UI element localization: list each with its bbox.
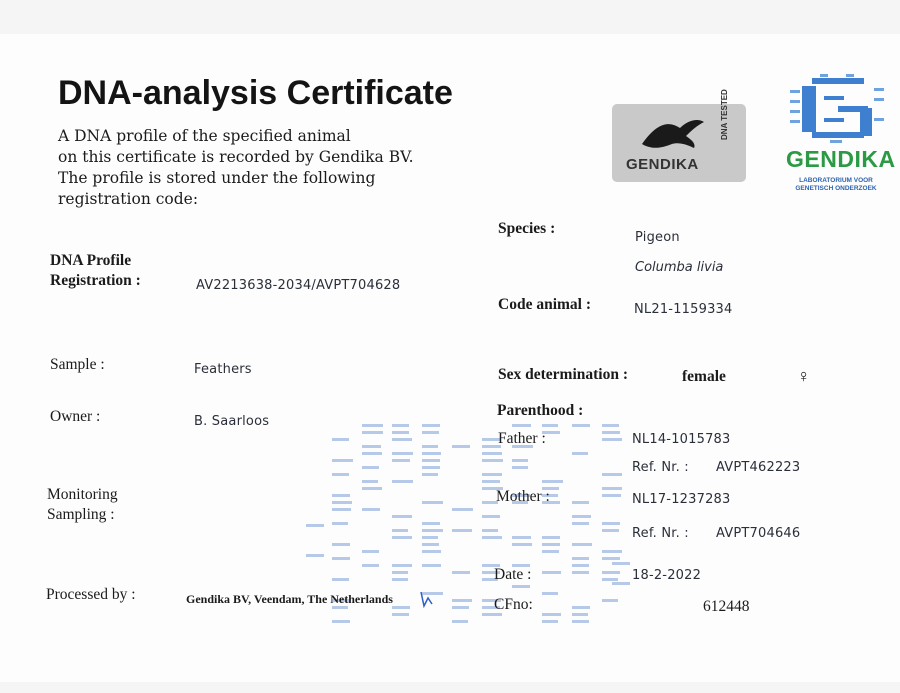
gel-band: [602, 599, 618, 602]
gel-band: [602, 578, 618, 581]
gel-band: [542, 480, 563, 483]
gel-band: [392, 613, 409, 616]
gel-band: [512, 459, 528, 462]
gel-band: [452, 606, 469, 609]
gendika-logo-icon: [790, 74, 886, 144]
monitoring-label: Monitoring: [47, 486, 118, 503]
gel-band: [572, 543, 592, 546]
female-symbol-icon: ♀: [797, 366, 811, 386]
code-animal-label: Code animal :: [498, 296, 591, 313]
dna-profile-label: DNA Profile: [50, 252, 132, 269]
gel-band: [392, 515, 412, 518]
mother-ref-value: AVPT704646: [716, 526, 801, 541]
father-label: Father :: [498, 430, 546, 447]
species-label: Species :: [498, 220, 556, 237]
sample-value: Feathers: [194, 362, 252, 377]
gel-band: [482, 529, 498, 532]
species-latin-value: Columba livia: [635, 260, 724, 275]
gel-band: [362, 466, 379, 469]
gel-band: [392, 578, 408, 581]
mother-label: Mother :: [496, 488, 550, 505]
species-common-value: Pigeon: [635, 230, 680, 245]
gel-band: [332, 501, 352, 504]
gel-band: [362, 445, 381, 448]
sampling-label: Sampling :: [47, 506, 115, 523]
gel-band: [602, 438, 622, 441]
gel-band: [602, 529, 619, 532]
bird-icon: [638, 114, 708, 154]
gel-band: [602, 473, 622, 476]
gel-band: [362, 487, 382, 490]
gel-band: [612, 562, 630, 565]
date-label: Date :: [494, 566, 532, 583]
gel-band: [362, 564, 379, 567]
gel-band: [482, 515, 500, 518]
intro-line: on this certificate is recorded by Gendika BV.: [58, 148, 414, 166]
gel-band: [422, 431, 439, 434]
registration-value: AV2213638-2034/AVPT704628: [196, 278, 401, 293]
cfno-value: 612448: [703, 598, 750, 615]
gel-band: [392, 452, 413, 455]
processed-by-value: Gendika BV, Veendam, The Netherlands: [186, 592, 393, 606]
gel-band: [392, 480, 413, 483]
gel-band: [422, 501, 443, 504]
gel-band: [572, 452, 588, 455]
gel-band: [392, 529, 408, 532]
certificate-title: DNA-analysis Certificate: [58, 74, 453, 112]
gel-band: [542, 536, 560, 539]
gel-band: [392, 571, 408, 574]
gel-band: [602, 557, 620, 560]
sex-determination-label: Sex determination :: [498, 366, 629, 383]
gel-band: [542, 550, 559, 553]
gel-band: [542, 571, 561, 574]
gel-band: [572, 522, 589, 525]
mother-ref-label: Ref. Nr. :: [632, 526, 689, 541]
processed-by-label: Processed by :: [46, 586, 136, 603]
gel-band: [362, 508, 380, 511]
gel-band: [392, 431, 409, 434]
gel-band: [392, 424, 409, 427]
intro-line: A DNA profile of the specified animal: [58, 127, 351, 145]
gel-band: [422, 466, 440, 469]
gel-band: [542, 424, 558, 427]
gendika-logo-text: GENDIKA: [786, 146, 896, 172]
parenthood-label: Parenthood :: [497, 402, 584, 419]
gel-band: [332, 494, 350, 497]
gel-band: [422, 424, 440, 427]
gel-band: [572, 564, 589, 567]
gendika-logo-subtitle: LABORATORIUM VOOR GENETISCH ONDERZOEK: [795, 177, 877, 192]
gel-band: [332, 508, 351, 511]
gel-band: [602, 494, 621, 497]
gel-band: [332, 578, 349, 581]
sex-value: female: [682, 368, 726, 385]
gel-band: [572, 620, 589, 623]
gel-band: [512, 536, 531, 539]
father-ref-label: Ref. Nr. :: [632, 460, 689, 475]
gel-band: [422, 459, 440, 462]
gel-band: [482, 473, 502, 476]
gel-band: [362, 480, 378, 483]
gel-band: [542, 592, 558, 595]
gel-band: [572, 571, 589, 574]
intro-line: registration code:: [58, 190, 199, 208]
gel-band: [512, 543, 532, 546]
gel-band: [452, 620, 468, 623]
gel-band: [422, 473, 438, 476]
gel-band: [572, 613, 588, 616]
gel-band: [452, 508, 473, 511]
gel-band: [602, 424, 619, 427]
father-ref-value: AVPT462223: [716, 460, 801, 475]
father-value: NL14-1015783: [632, 432, 731, 447]
gel-band: [512, 585, 530, 588]
gel-band: [612, 582, 630, 585]
gel-band: [422, 452, 441, 455]
gel-band: [392, 536, 412, 539]
gel-band: [602, 571, 620, 574]
gel-band: [542, 620, 558, 623]
gel-band: [422, 550, 441, 553]
gel-band: [362, 550, 379, 553]
gel-band: [392, 564, 412, 567]
gel-band: [602, 522, 620, 525]
intro-line: The profile is stored under the following: [58, 169, 376, 187]
gel-band: [332, 620, 350, 623]
gel-band: [572, 606, 590, 609]
certificate-intro: [58, 126, 418, 210]
gel-band: [422, 522, 440, 525]
gel-band: [362, 424, 383, 427]
owner-value: B. Saarloos: [194, 414, 270, 429]
gel-band: [452, 445, 470, 448]
certificate-paper: [0, 34, 900, 682]
gel-band: [482, 480, 500, 483]
gel-band: [422, 543, 439, 546]
gel-band: [306, 524, 324, 527]
dna-tested-stamp: [612, 89, 746, 182]
gel-band: [332, 459, 353, 462]
sample-label: Sample :: [50, 356, 105, 373]
gel-band: [512, 466, 528, 469]
date-value: 18-2-2022: [632, 568, 702, 583]
stamp-vertical-text: DNA TESTED: [720, 89, 729, 140]
gel-band: [332, 557, 350, 560]
cfno-label: CFno:: [494, 596, 533, 613]
gel-band: [332, 543, 350, 546]
gel-band: [602, 431, 620, 434]
gel-band: [422, 536, 438, 539]
gel-band: [422, 445, 438, 448]
gel-band: [422, 564, 441, 567]
gel-band: [332, 522, 348, 525]
gel-band: [602, 487, 622, 490]
code-animal-value: NL21-1159334: [634, 302, 733, 317]
gel-band: [452, 529, 472, 532]
gel-band: [306, 554, 324, 557]
gel-band: [362, 452, 382, 455]
gel-band: [512, 424, 531, 427]
gel-band: [392, 606, 410, 609]
gel-band: [362, 431, 383, 434]
stamp-text: GENDIKA: [626, 156, 699, 173]
gel-band: [572, 515, 591, 518]
gel-band: [392, 438, 412, 441]
gel-band: [572, 501, 589, 504]
gel-band: [572, 557, 589, 560]
gel-band: [332, 438, 349, 441]
gel-band: [572, 424, 590, 427]
gel-band: [542, 613, 561, 616]
gel-band: [482, 452, 502, 455]
mother-value: NL17-1237283: [632, 492, 731, 507]
gel-band: [482, 536, 502, 539]
gel-band: [452, 571, 470, 574]
gel-band: [392, 459, 410, 462]
gel-band: [422, 529, 443, 532]
registration-label: Registration :: [50, 272, 141, 289]
gel-band: [542, 543, 560, 546]
gel-band: [482, 459, 503, 462]
gel-band: [452, 599, 472, 602]
owner-label: Owner :: [50, 408, 101, 425]
gel-band: [332, 473, 349, 476]
gel-band: [602, 550, 622, 553]
signature-mark: [418, 590, 438, 610]
